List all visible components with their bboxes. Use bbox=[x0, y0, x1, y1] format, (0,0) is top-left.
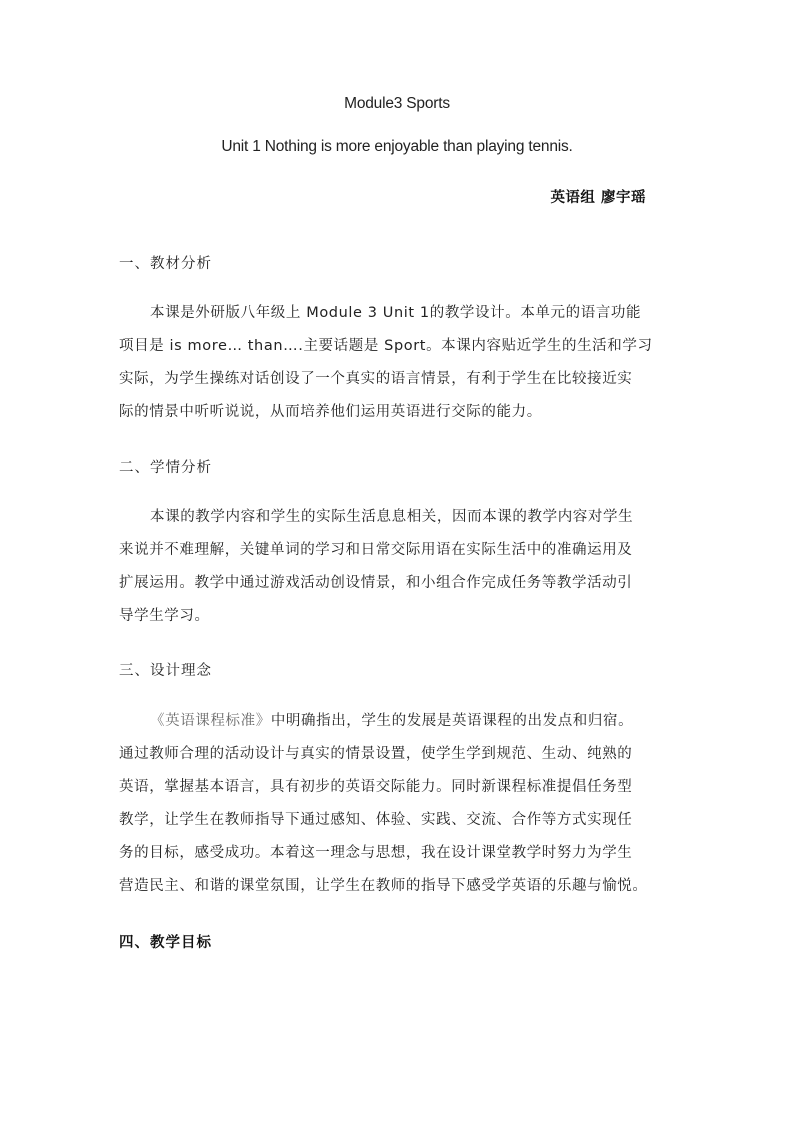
paragraph-line: 项目是 is more… than….主要话题是 Sport。本课内容贴近学生的生活和学习 bbox=[119, 338, 653, 354]
document-subtitle: Unit 1 Nothing is more enjoyable than playing tennis. bbox=[221, 138, 573, 155]
paragraph-line: 教学，让学生在教师指导下通过感知、体验、实践、交流、合作等方式实现任 bbox=[119, 812, 633, 828]
paragraph-line: 本课的教学内容和学生的实际生活息息相关，因而本课的教学内容对学生 bbox=[150, 509, 634, 525]
paragraph-line: 导学生学习。 bbox=[119, 608, 210, 624]
paragraph-line: 扩展运用。教学中通过游戏活动创设情景，和小组合作完成任务等教学活动引 bbox=[119, 575, 633, 591]
paragraph-line: 本课是外研版八年级上 Module 3 Unit 1的教学设计。本单元的语言功能 bbox=[150, 305, 642, 321]
paragraph-line: 实际，为学生操练对话创设了一个真实的语言情景，有利于学生在比较接近实 bbox=[119, 371, 633, 387]
section-heading-design-concept: 三、设计理念 bbox=[119, 663, 212, 679]
section-body-design-concept bbox=[119, 705, 699, 903]
section-body-learner-analysis bbox=[119, 501, 679, 633]
author-line: 英语组 廖宇瑶 bbox=[550, 190, 646, 206]
paragraph-line: 务的目标，感受成功。本着这一理念与思想，我在设计课堂教学时努力为学生 bbox=[119, 845, 633, 861]
document-title: Module3 Sports bbox=[344, 95, 450, 112]
section-body-textbook-analysis bbox=[119, 297, 679, 429]
paragraph-line: 通过教师合理的活动设计与真实的情景设置，使学生学到规范、生动、纯熟的 bbox=[119, 746, 633, 762]
paragraph-line: 来说并不难理解，关键单词的学习和日常交际用语在实际生活中的准确运用及 bbox=[119, 542, 633, 558]
paragraph-line: 营造民主、和谐的课堂氛围，让学生在教师的指导下感受学英语的乐趣与愉悦。 bbox=[119, 878, 648, 894]
paragraph-line: 英语，掌握基本语言，具有初步的英语交际能力。同时新课程标准提倡任务型 bbox=[119, 779, 633, 795]
section-heading-textbook-analysis: 一、教材分析 bbox=[119, 256, 212, 272]
section-heading-learner-analysis: 二、学情分析 bbox=[119, 460, 212, 476]
section-heading-teaching-goals: 四、教学目标 bbox=[119, 935, 212, 951]
paragraph-line bbox=[119, 705, 699, 738]
cited-standard: 《英语课程标准》 bbox=[150, 713, 271, 729]
paragraph-line-text: 中明确指出，学生的发展是英语课程的出发点和归宿。 bbox=[270, 713, 634, 729]
paragraph-line: 际的情景中听听说说，从而培养他们运用英语进行交际的能力。 bbox=[119, 404, 542, 420]
